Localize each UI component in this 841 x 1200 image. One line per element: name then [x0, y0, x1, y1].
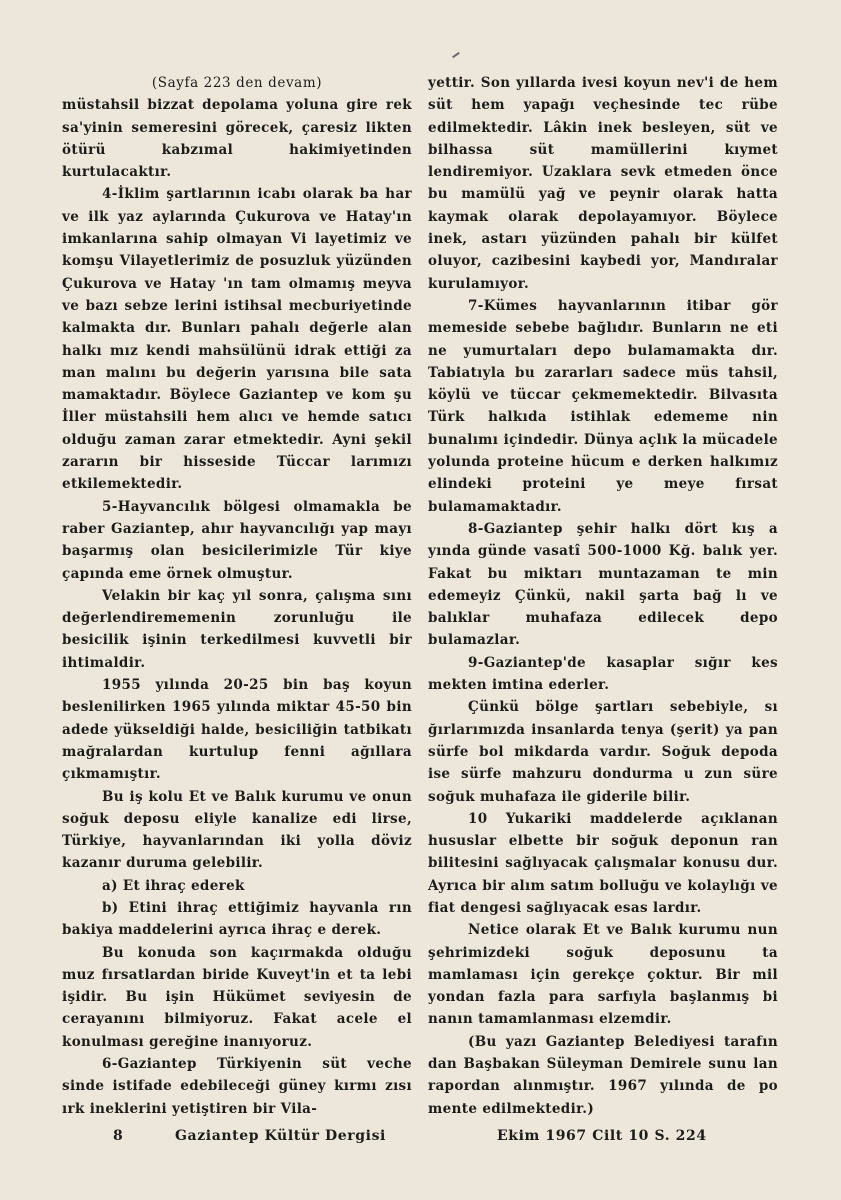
paragraph: b) Etini ihraç ettiğimiz hayvanla rın bakiya maddelerini ayrıca ihraç e derek. [62, 899, 412, 939]
paragraph: Velakin bir kaç yıl sonra, çalışma sını değerlendirememenin zorunluğu ile besicilik işinin terkedilmesi kuvvetli bir ihtimaldir. [62, 587, 412, 671]
paragraph: Netice olarak Et ve Balık kurumu nun şehrimizdeki soğuk deposunu ta mamlaması için gerekçe çoktur. Bir mil yondan fazla para sarfıyla başlanmış bi nanın tamamlanması elzemdir. [428, 922, 778, 1028]
paragraph: 6-Gaziantep Türkiyenin süt veche sinde istifade edebileceği güney kırmı zısı ırk ineklerini yetiştiren bir Vila- [62, 1056, 412, 1117]
paragraph: yettir. Son yıllarda ivesi koyun nev'i de hem süt hem yapağı veçhesinde tec rübe edilmektedir. Lâkin inek besleyen, süt ve bilhassa süt mamüllerini kıymet lendiremiyor. Uzaklara sevk etmeden önce bu mamülü yağ ve peynir olarak hatta kaymak olarak depolayamıyor. Böylece inek, astarı yüzünden pahalı bir külfet oluyor, cazibesini kaybedi yor, Mandıralar kurulamıyor. [428, 75, 778, 292]
paragraph: 9-Gaziantep'de kasaplar sığır kes mekten imtina ederler. [428, 654, 778, 694]
paragraph: Bu iş kolu Et ve Balık kurumu ve onun soğuk deposu eliyle kanalize edi lirse, Türkiye, hayvanlarından iki yolla döviz kazanır duruma gelebilir. [62, 788, 412, 872]
magazine-title: Gaziantep Kültür Dergisi [175, 1128, 386, 1144]
issue-info: Ekim 1967 Cilt 10 S. 224 [497, 1128, 707, 1144]
paragraph: (Bu yazı Gaziantep Belediyesi tarafın dan Başbakan Süleyman Demirele sunu lan rapordan alınmıştır. 1967 yılında de po mente edilmektedir.) [428, 1033, 778, 1117]
right-column [428, 72, 778, 1120]
paragraph: müstahsil bizzat depolama yoluna gire rek sa'yinin semeresini görecek, çaresiz likten ötürü kabzımal hakimiyetinden kurtulacaktır. [62, 97, 412, 181]
paragraph: a) Et ihraç ederek [102, 877, 245, 894]
paragraph: 1955 yılında 20-25 bin baş koyun beslenilirken 1965 yılında miktar 45-50 bin adede yükseldiği halde, besiciliğin tatbikatı mağralardan kurtulup fenni ağıllara çıkmamıştır. [62, 677, 412, 783]
paragraph: 4-İklim şartlarının icabı olarak ba har ve ilk yaz aylarında Çukurova ve Hatay'ın imkanlarına sahip olmayan Vi layetimiz ve komşu Vilayetlerimiz de posuzluk yüzünden Çukurova ve Hatay 'ın tam olmamış meyva ve bazı sebze lerini istihsal mecburiyetinde kalmakta dır. Bunları pahalı değerle alan halkı mız kendi mahsülünü idrak ettiği za man malını bu değerin yarısına bile sata mamaktadır. Böylece Gaziantep ve kom şu İller müstahsili hem alıcı ve hemde satıcı olduğu zaman zarar etmektedir. Ayni şekil zararın bir hisseside Tüccar larımızı etkilemektedir. [62, 186, 412, 493]
paragraph: 8-Gaziantep şehir halkı dört kış a yında günde vasatî 500-1000 Kğ. balık yer. Fakat bu miktarı muntazaman te min edemeyiz Çünkü, nakil şarta bağ lı ve balıklar muhafaza edilecek depo bulamazlar. [428, 520, 778, 649]
paragraph: Çünkü bölge şartları sebebiyle, sı ğırlarımızda insanlarda tenya (şerit) ya pan sürfe bol mikdarda vardır. Soğuk depoda ise sürfe mahzuru dondurma u zun süre soğuk muhafaza ile giderile bilir. [428, 699, 778, 805]
page-number: 8 [113, 1128, 124, 1144]
paragraph: Bu konuda son kaçırmakda olduğu muz fırsatlardan biride Kuveyt'in et ta lebi işidir. Bu işin Hükümet seviyesin de cerayanını bilmiyoruz. Fakat acele el konulması gereğine inanıyoruz. [62, 944, 412, 1050]
left-column [62, 72, 412, 1120]
page-footer [0, 1128, 841, 1152]
ink-mark [452, 52, 460, 58]
paragraph: 10 Yukariki maddelerde açıklanan hususlar elbette bir soğuk deponun ran bilitesini sağlıyacak çalışmalar konusu dur. Ayrıca bir alım satım bolluğu ve kolaylığı ve fiat dengesi sağlıyacak esas lardır. [428, 810, 778, 916]
continuation-note: (Sayfa 223 den devam) [151, 75, 323, 91]
paragraph: 7-Kümes hayvanlarının itibar gör memeside sebebe bağlıdır. Bunların ne eti ne yumurtaları depo bulamamakta dır. Tabiatıyla bu zararları sadece müs tahsil, köylü ve tüccar çekmemektedir. Bilvasıta Türk halkıda istihlak edememe nin bunalımı içindedir. Dünya açlık la mücadele yolunda proteine hücum e derken halkımız elindeki proteini ye meye fırsat bulamamaktadır. [428, 297, 778, 515]
paragraph: 5-Hayvancılık bölgesi olmamakla be raber Gaziantep, ahır hayvancılığı yap mayı başarmış olan besicilerimizle Tür kiye çapında eme örnek olmuştur. [62, 498, 412, 582]
